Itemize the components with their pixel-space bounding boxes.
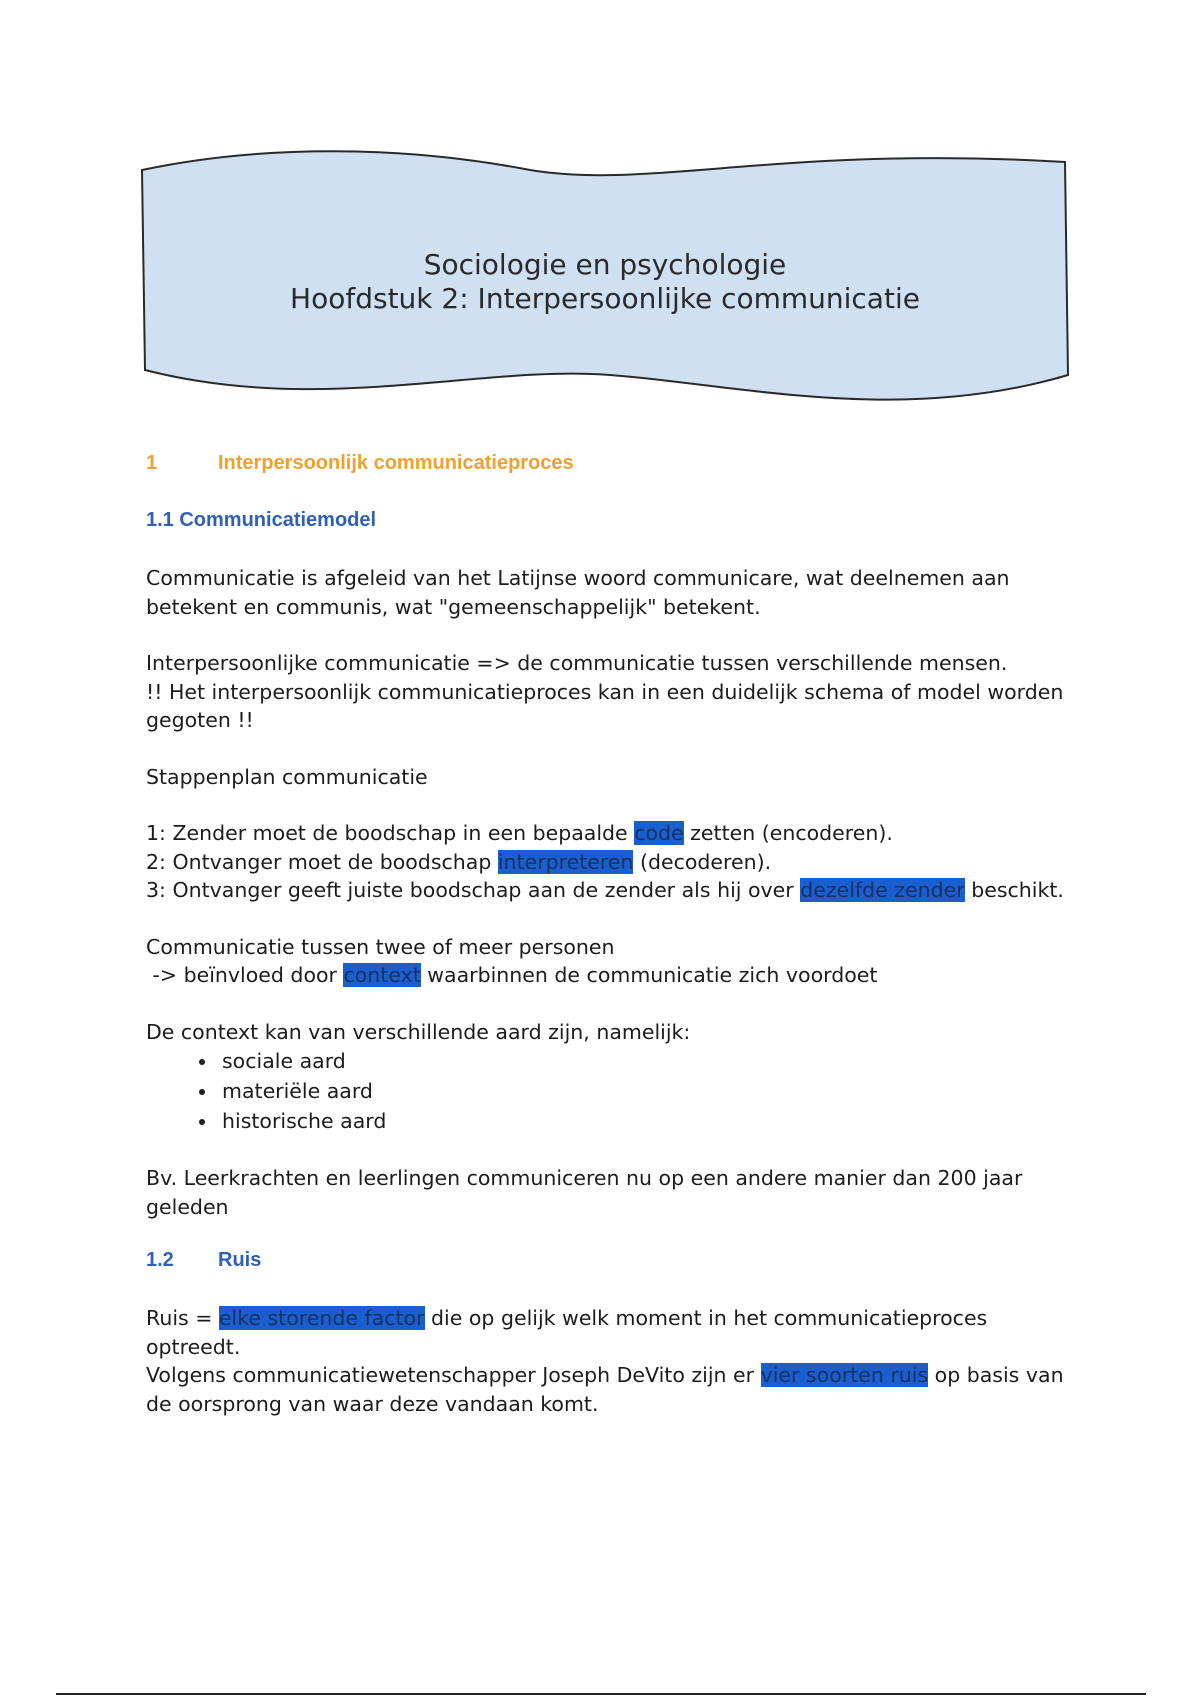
section-1-heading [146,452,1076,476]
steps-list [146,819,1076,905]
interpersonal-definition: Interpersoonlijke communicatie => de communicatie tussen verschillende mensen. [146,651,1008,675]
highlight-vier-soorten-ruis: vier soorten ruis [760,1363,929,1387]
banner-title-line2: Hoofdstuk 2: Interpersoonlijke communicatie [290,282,920,315]
highlight-code: code [634,821,684,845]
banner-title-line1: Sociologie en psychologie [423,248,787,281]
step-3: 3: Ontvanger geeft juiste boodschap aan de zender als hij over dezelfde zender beschikt. [146,878,1064,902]
context-types-list [146,1046,1076,1136]
context-line-1: Communicatie tussen twee of meer personen [146,934,615,959]
list-item: • historische aard [218,1106,1076,1136]
banner-title [140,248,1070,316]
section-1-1-heading: 1.1 Communicatiemodel [146,509,377,531]
section-1-2-title: Ruis [218,1249,262,1271]
context-paragraph [146,933,1076,990]
highlight-context: context [343,963,421,987]
document-body [146,448,1076,1446]
list-item: • materiële aard [218,1076,1076,1106]
interpersonal-paragraph [146,649,1076,735]
steps-heading: Stappenplan communicatie [146,764,428,789]
context-line-2: -> beïnvloed door context waarbinnen de communicatie zich voordoet [146,963,878,987]
section-1-2-heading [146,1249,1076,1273]
section-1-number: 1 [146,452,158,474]
title-banner [140,150,1070,425]
interpersonal-note: !! Het interpersoonlijk communicatieproces kan in een duidelijk schema of model worden gegoten !! [146,679,1064,732]
origin-paragraph: Communicatie is afgeleid van het Latijnse woord communicare, wat deelnemen aan betekent en communis, wat "gemeenschappelijk" betekent. [146,566,1010,619]
highlight-interpreteren: interpreteren [497,849,634,874]
highlight-dezelfde-zender: dezelfde zender [800,878,965,902]
list-item: • sociale aard [218,1046,1076,1076]
example-paragraph: Bv. Leerkrachten en leerlingen communiceren nu op een andere manier dan 200 jaar geleden [146,1166,1023,1219]
step-1: 1: Zender moet de boodschap in een bepaalde code zetten (encoderen). [146,821,893,845]
page-bottom-rule [56,1693,1146,1695]
section-1-2-number: 1.2 [146,1249,174,1271]
ruis-paragraph: Ruis = elke storende factor die op gelijk welk moment in het communicatieproces optreedt. Volgens communicatiewetenschapper Joseph DeVito zijn er vier soorten ruis op basis van de oorsprong van waar deze vandaan komt. [146,1306,1064,1416]
step-2: 2: Ontvanger moet de boodschap interpreteren (decoderen). [146,849,772,874]
section-1-title: Interpersoonlijk communicatieproces [218,452,574,474]
context-types-intro: De context kan van verschillende aard zijn, namelijk: [146,1019,691,1044]
highlight-storende-factor: elke storende factor [218,1306,425,1330]
